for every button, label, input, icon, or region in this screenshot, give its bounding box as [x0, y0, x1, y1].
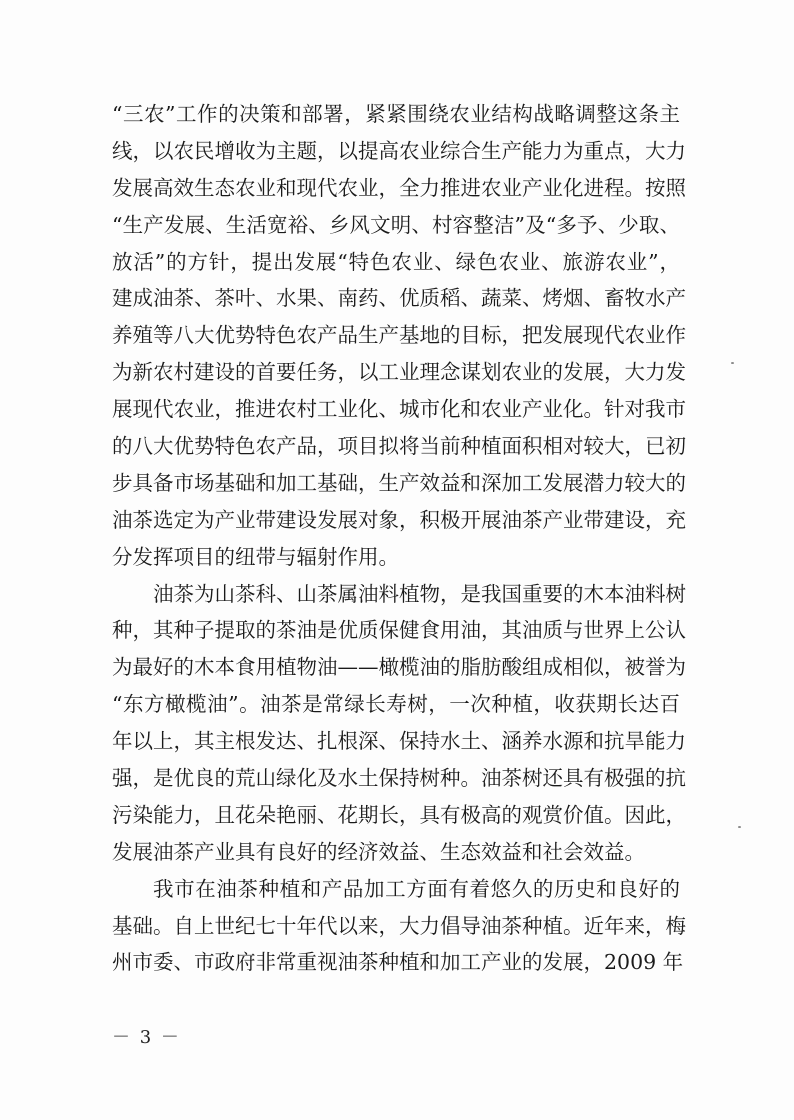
text-line: 建成油茶、茶叶、水果、南药、优质稻、蔬菜、烤烟、畜牧水产: [112, 286, 686, 311]
paragraph: [112, 96, 686, 576]
text-line: 基础。自上世纪七十年代以来，大力倡导油茶种植。近年来，梅: [112, 913, 686, 938]
text-line: 养殖等八大优势特色农产品生产基地的目标，把发展现代农业作: [112, 323, 686, 348]
text-line: 州市委、市政府非常重视油茶种植和加工产业的发展，2009 年: [112, 950, 684, 975]
scan-speck: [731, 362, 734, 364]
text-line: 种，其种子提取的茶油是优质保健食用油，其油质与世界上公认: [112, 618, 686, 643]
text-line: 分发挥项目的纽带与辐射作用。: [112, 544, 399, 569]
text-line: “东方橄榄油”。油茶是常绿长寿树，一次种植，收获期长达百: [112, 692, 680, 717]
paragraph: [112, 871, 686, 982]
text-line: 我市在油茶种植和产品加工方面有着悠久的历史和良好的: [153, 876, 680, 901]
text-line: 为最好的木本食用植物油——橄榄油的脂肪酸组成相似，被誉为: [112, 655, 686, 680]
text-line: 的八大优势特色农产品，项目拟将当前种植面积相对较大，已初: [112, 434, 686, 459]
body-text: [112, 96, 686, 981]
paragraph: [112, 576, 686, 871]
page-number: － 3 －: [112, 1027, 181, 1048]
text-line: 污染能力，且花朵艳丽、花期长，具有极高的观赏价值。因此，: [112, 802, 686, 827]
text-line: 线，以农民增收为主题，以提高农业综合生产能力为重点，大力: [112, 138, 686, 163]
text-line: 放活”的方针，提出发展“特色农业、绿色农业、旅游农业”，: [112, 249, 680, 274]
text-line: “三农”工作的决策和部署，紧紧围绕农业结构战略调整这条主: [112, 102, 680, 126]
text-line: “生产发展、生活宽裕、乡风文明、村容整洁”及“多予、少取、: [112, 212, 680, 237]
text-line: 展现代农业，推进农村工业化、城市化和农业产业化。针对我市: [112, 397, 686, 422]
text-line: 发展高效生态农业和现代农业，全力推进农业产业化进程。按照: [112, 175, 686, 200]
text-line: 油茶为山茶科、山茶属油料植物，是我国重要的木本油料树: [153, 581, 686, 606]
text-line: 为新农村建设的首要任务，以工业理念谋划农业的发展，大力发: [112, 360, 686, 385]
text-line: 步具备市场基础和加工基础，生产效益和深加工发展潜力较大的: [112, 470, 686, 495]
text-line: 油茶选定为产业带建设发展对象，积极开展油茶产业带建设，充: [112, 507, 686, 532]
text-line: 发展油茶产业具有良好的经济效益、生态效益和社会效益。: [112, 839, 645, 864]
text-line: 年以上，其主根发达、扎根深、保持水土、涵养水源和抗旱能力: [112, 729, 686, 754]
text-line: 强，是优良的荒山绿化及水土保持树种。油茶树还具有极强的抗: [112, 766, 686, 791]
scan-speck: [738, 826, 741, 828]
